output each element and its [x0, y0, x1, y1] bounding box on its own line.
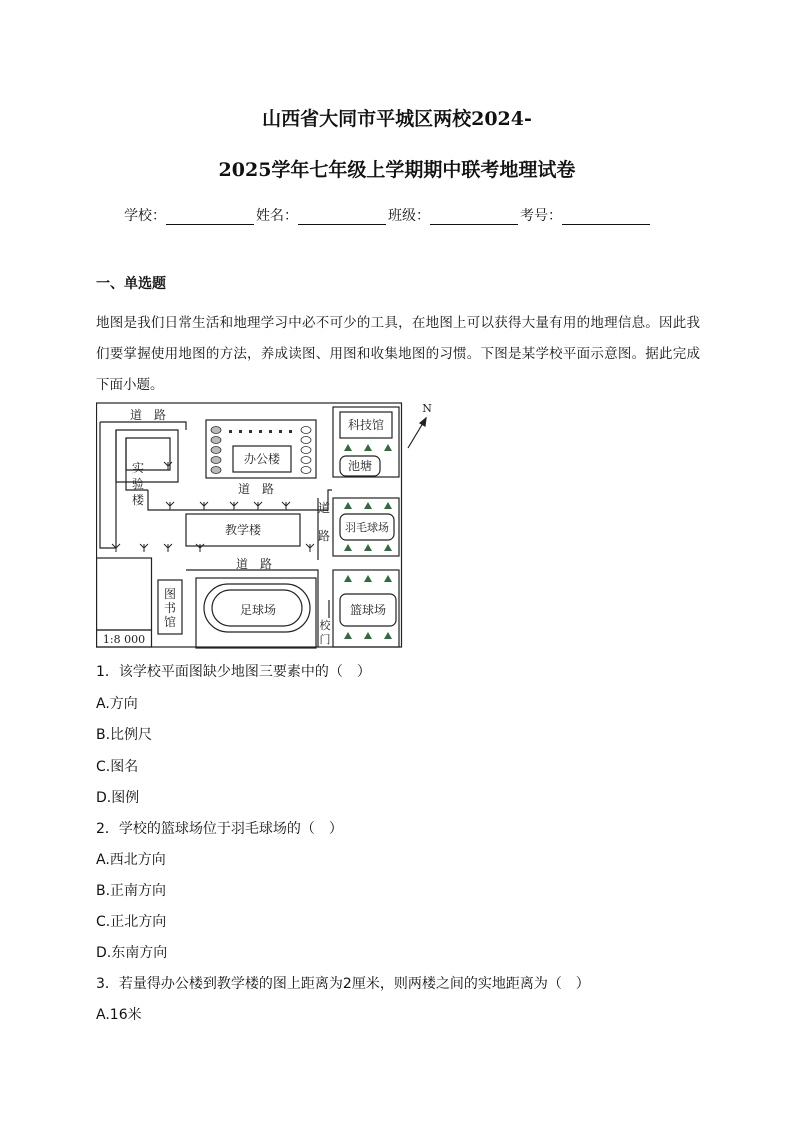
class-label: 班级：	[388, 208, 430, 224]
reading-passage: 地图是我们日常生活和地理学习中必不可少的工具，在地图上可以获得大量有用的地理信息。因此我们要掌握使用地图的方法，养成读图、用图和收集地图的习惯。下图是某学校平面示意图。据此完成下面小题。	[96, 315, 700, 393]
name-blank[interactable]	[298, 208, 386, 225]
map-label-pond: 池塘	[347, 459, 373, 473]
exam-title-line-2: 2025学年七年级上学期期中联考地理试卷	[218, 159, 576, 181]
map-label-teaching: 教学楼	[224, 523, 262, 537]
question-2-stem: 2．学校的篮球场位于羽毛球场的（ ）	[96, 821, 343, 837]
map-label-badminton: 羽毛球场	[345, 521, 389, 534]
school-blank[interactable]	[166, 208, 254, 225]
question-2-option-b[interactable]: B.正南方向	[96, 883, 167, 899]
map-scale-label: 1:8 000	[102, 633, 146, 646]
map-label-road-right-2: 路	[317, 529, 331, 543]
question-1-option-c[interactable]: C.图名	[96, 759, 139, 775]
section-heading: 一、单选题	[96, 276, 166, 292]
map-label-basketball: 篮球场	[349, 603, 387, 617]
map-label-office: 办公楼	[243, 452, 281, 466]
question-2-option-a[interactable]: A.西北方向	[96, 852, 166, 868]
map-north-label: N	[422, 402, 432, 415]
map-label-library-1: 图	[163, 587, 177, 601]
map-label-library-2: 书	[163, 601, 177, 615]
exam-title-line-1: 山西省大同市平城区两校2024-	[262, 108, 532, 130]
map-label-road-middle: 道 路	[237, 482, 275, 496]
exam-number-label: 考号：	[520, 208, 562, 224]
school-plan-map	[96, 400, 436, 650]
map-label-lab-1: 实	[131, 461, 145, 475]
office-outer-outline	[206, 420, 316, 478]
school-label: 学校：	[124, 208, 166, 224]
map-label-football: 足球场	[239, 603, 277, 617]
question-1-option-a[interactable]: A.方向	[96, 696, 138, 712]
question-2-option-c[interactable]: C.正北方向	[96, 914, 167, 930]
map-label-science: 科技馆	[347, 418, 385, 432]
map-label-lab-3: 楼	[131, 493, 145, 507]
question-3-option-a[interactable]: A.16米	[96, 1007, 142, 1023]
question-1-option-b[interactable]: B.比例尺	[96, 727, 153, 743]
map-label-library-3: 馆	[163, 615, 177, 629]
sports-empty-area	[97, 558, 152, 630]
map-label-road-lower: 道 路	[235, 557, 273, 571]
map-label-lab-2: 验	[131, 477, 145, 491]
class-blank[interactable]	[430, 208, 518, 225]
exam-number-blank[interactable]	[562, 208, 650, 225]
lab-building-outline	[116, 430, 178, 482]
name-label: 姓名：	[256, 208, 298, 224]
question-1-stem: 1．该学校平面图缺少地图三要素中的（ ）	[96, 664, 371, 680]
map-label-gate-2: 门	[319, 633, 331, 646]
question-1-option-d[interactable]: D.图例	[96, 790, 140, 806]
map-label-road-right-1: 道	[317, 501, 331, 515]
question-3-stem: 3．若量得办公楼到教学楼的图上距离为2厘米，则两楼之间的实地距离为（ ）	[96, 976, 590, 992]
question-2-option-d[interactable]: D.东南方向	[96, 945, 168, 961]
map-label-gate-1: 校	[319, 619, 331, 632]
student-info-row	[124, 205, 652, 225]
map-label-road-top: 道 路	[129, 408, 167, 422]
